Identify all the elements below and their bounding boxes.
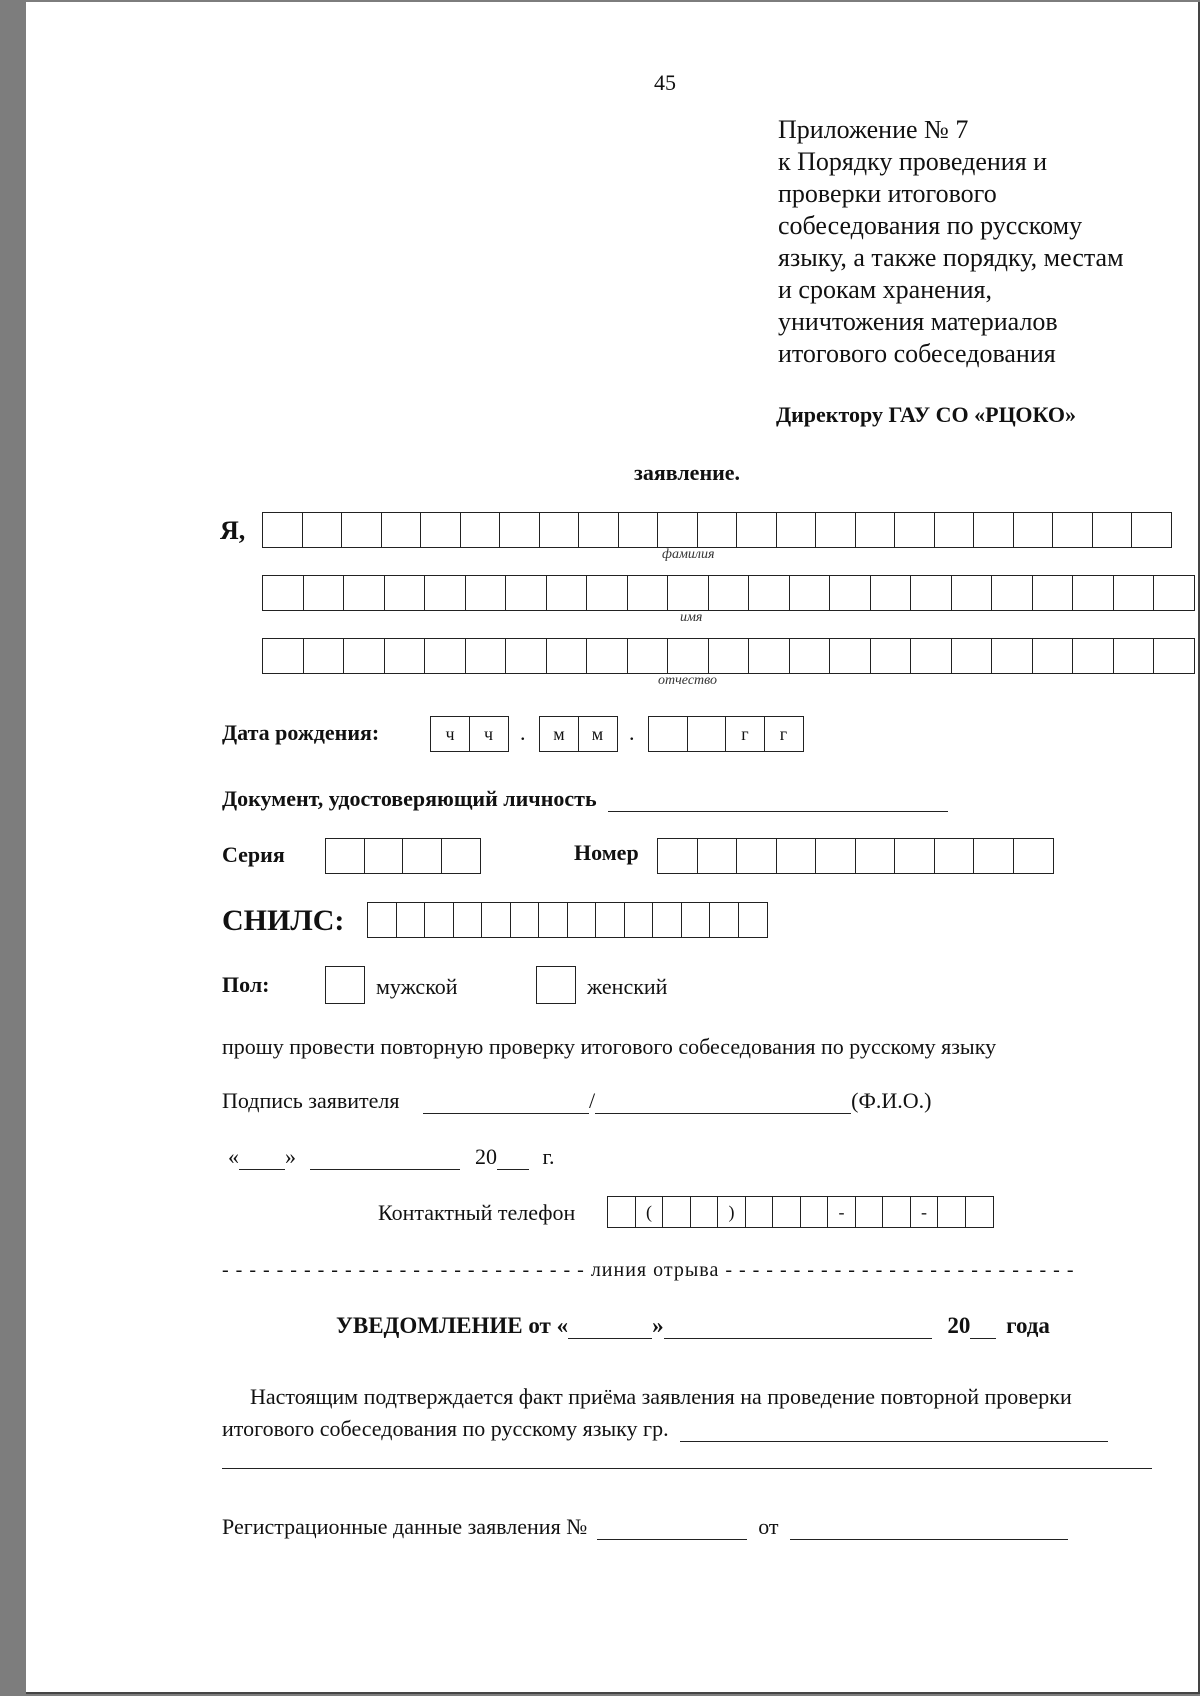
appendix-line: проверки итогового	[778, 179, 997, 208]
number-boxes[interactable]	[657, 838, 1052, 874]
appendix-line: к Порядку проведения и	[778, 147, 1048, 176]
patronymic-cell[interactable]	[465, 638, 507, 674]
birth-day-boxes[interactable]	[430, 716, 507, 752]
number-cell[interactable]	[1013, 838, 1054, 874]
surname-boxes[interactable]	[262, 512, 1171, 548]
phone-cell[interactable]: -	[827, 1196, 856, 1228]
female-label: женский	[587, 974, 668, 999]
citizen-name-field-continued[interactable]	[222, 1468, 1152, 1469]
phone-cell[interactable]: (	[635, 1196, 664, 1228]
surname-caption: фамилия	[662, 547, 715, 562]
male-label: мужской	[376, 974, 458, 999]
name-caption: имя	[680, 610, 703, 625]
surname-cell[interactable]	[381, 512, 422, 548]
birth-month-boxes[interactable]	[539, 716, 616, 752]
snils-cell[interactable]	[681, 902, 711, 938]
snils-cell[interactable]	[567, 902, 597, 938]
snils-cell[interactable]	[738, 902, 768, 938]
surname-cell[interactable]	[1013, 512, 1054, 548]
notice-mid: »	[652, 1313, 664, 1338]
series-cell[interactable]	[402, 838, 442, 874]
day-field[interactable]	[239, 1147, 285, 1170]
patronymic-cell[interactable]	[1113, 638, 1155, 674]
surname-cell[interactable]	[697, 512, 738, 548]
gender-label: Пол:	[222, 972, 270, 997]
patronymic-cell[interactable]	[951, 638, 993, 674]
name-cell[interactable]	[546, 575, 588, 611]
number-cell[interactable]	[736, 838, 777, 874]
female-checkbox[interactable]	[536, 966, 576, 1004]
confirmation-line-1: Настоящим подтверждается факт приёма заявления на проведение повторной проверки	[250, 1384, 1072, 1409]
name-cell[interactable]	[789, 575, 831, 611]
patronymic-cell[interactable]	[748, 638, 790, 674]
phone-cell[interactable]	[855, 1196, 884, 1228]
surname-cell[interactable]	[460, 512, 501, 548]
name-cell[interactable]	[343, 575, 385, 611]
phone-cell[interactable]	[937, 1196, 966, 1228]
snils-cell[interactable]	[538, 902, 568, 938]
snils-cell[interactable]	[367, 902, 397, 938]
number-cell[interactable]	[657, 838, 698, 874]
birth-month-cell[interactable]: м	[539, 716, 579, 752]
name-cell[interactable]	[505, 575, 547, 611]
snils-cell[interactable]	[595, 902, 625, 938]
surname-cell[interactable]	[1131, 512, 1172, 548]
request-text: прошу провести повторную проверку итогового собеседования по русскому языку	[222, 1034, 997, 1059]
document-page	[26, 2, 1200, 1694]
name-cell[interactable]	[586, 575, 628, 611]
date-separator: .	[520, 720, 526, 745]
snils-cell[interactable]	[709, 902, 739, 938]
patronymic-cell[interactable]	[829, 638, 871, 674]
name-cell[interactable]	[303, 575, 345, 611]
phone-cell[interactable]: -	[910, 1196, 939, 1228]
fio-field[interactable]	[595, 1091, 851, 1114]
number-cell[interactable]	[815, 838, 856, 874]
patronymic-cell[interactable]	[1072, 638, 1114, 674]
name-cell[interactable]	[384, 575, 426, 611]
appendix-line: языку, а также порядку, местам	[778, 243, 1124, 272]
surname-cell[interactable]	[1052, 512, 1093, 548]
birth-year-boxes[interactable]	[648, 716, 802, 752]
patronymic-cell[interactable]	[789, 638, 831, 674]
page-number: 45	[654, 70, 676, 95]
patronymic-cell[interactable]	[343, 638, 385, 674]
patronymic-cell[interactable]	[586, 638, 628, 674]
male-checkbox[interactable]	[325, 966, 365, 1004]
applicant-prefix: Я,	[220, 516, 246, 545]
number-cell[interactable]	[973, 838, 1014, 874]
notice-year-prefix: 20	[947, 1313, 971, 1338]
series-cell[interactable]	[364, 838, 404, 874]
addressee: Директору ГАУ СО «РЦОКО»	[776, 402, 1077, 427]
patronymic-cell[interactable]	[505, 638, 547, 674]
name-cell[interactable]	[262, 575, 304, 611]
registration-label: Регистрационные данные заявления №	[222, 1514, 588, 1539]
identity-doc-text: Документ, удостоверяющий личность	[222, 786, 597, 811]
phone-boxes[interactable]	[607, 1196, 992, 1228]
number-cell[interactable]	[697, 838, 738, 874]
name-cell[interactable]	[1032, 575, 1074, 611]
fio-label: (Ф.И.О.)	[851, 1088, 932, 1113]
appendix-header	[778, 114, 1124, 370]
name-cell[interactable]	[1113, 575, 1155, 611]
citizen-name-field[interactable]	[680, 1419, 1108, 1442]
signature-slash: /	[589, 1088, 596, 1113]
patronymic-caption: отчество	[658, 673, 718, 688]
appendix-line: уничтожения материалов	[778, 307, 1058, 336]
phone-cell[interactable]	[965, 1196, 994, 1228]
snils-cell[interactable]	[453, 902, 483, 938]
appendix-line: и срокам хранения,	[778, 275, 992, 304]
patronymic-cell[interactable]	[262, 638, 304, 674]
number-cell[interactable]	[934, 838, 975, 874]
notice-suffix: года	[1006, 1313, 1050, 1338]
notice-prefix: УВЕДОМЛЕНИЕ от «	[336, 1313, 569, 1338]
snils-boxes[interactable]	[367, 902, 766, 938]
patronymic-cell[interactable]	[627, 638, 669, 674]
snils-cell[interactable]	[510, 902, 540, 938]
appendix-line: итогового собеседования	[778, 339, 1056, 368]
birth-year-cell[interactable]	[687, 716, 727, 752]
appendix-line: собеседования по русскому	[778, 211, 1083, 240]
year-prefix: 20	[475, 1144, 497, 1169]
phone-label: Контактный телефон	[378, 1200, 576, 1225]
surname-cell[interactable]	[341, 512, 382, 548]
phone-cell[interactable]	[690, 1196, 719, 1228]
close-quote: »	[285, 1144, 296, 1169]
registration-number-field[interactable]	[597, 1517, 747, 1540]
application-date	[228, 1144, 555, 1170]
month-field[interactable]	[310, 1147, 460, 1170]
name-cell[interactable]	[465, 575, 507, 611]
birth-year-cell[interactable]	[648, 716, 688, 752]
surname-cell[interactable]	[499, 512, 540, 548]
name-cell[interactable]	[951, 575, 993, 611]
birth-date-label: Дата рождения:	[222, 720, 380, 745]
confirmation-line-2	[222, 1416, 1108, 1442]
notice-day-field[interactable]	[568, 1316, 652, 1339]
name-cell[interactable]	[829, 575, 871, 611]
birth-month-cell[interactable]: м	[578, 716, 618, 752]
open-quote: «	[228, 1144, 239, 1169]
surname-cell[interactable]	[894, 512, 935, 548]
name-cell[interactable]	[424, 575, 466, 611]
surname-cell[interactable]	[618, 512, 659, 548]
number-label: Номер	[574, 840, 639, 865]
registration-from: от	[758, 1514, 779, 1539]
name-cell[interactable]	[627, 575, 669, 611]
patronymic-cell[interactable]	[1032, 638, 1074, 674]
name-cell[interactable]	[910, 575, 952, 611]
surname-cell[interactable]	[539, 512, 580, 548]
number-cell[interactable]	[855, 838, 896, 874]
series-label: Серия	[222, 842, 285, 867]
year-field[interactable]	[497, 1147, 529, 1170]
surname-cell[interactable]	[1092, 512, 1133, 548]
name-cell[interactable]	[748, 575, 790, 611]
identity-doc-label	[222, 786, 948, 812]
appendix-line: Приложение № 7	[778, 115, 969, 144]
name-cell[interactable]	[991, 575, 1033, 611]
patronymic-cell[interactable]	[991, 638, 1033, 674]
name-cell[interactable]	[667, 575, 709, 611]
notice-month-field[interactable]	[664, 1316, 932, 1339]
snils-cell[interactable]	[424, 902, 454, 938]
surname-cell[interactable]	[578, 512, 619, 548]
surname-cell[interactable]	[302, 512, 343, 548]
patronymic-cell[interactable]	[424, 638, 466, 674]
surname-cell[interactable]	[736, 512, 777, 548]
phone-cell[interactable]	[772, 1196, 801, 1228]
number-cell[interactable]	[776, 838, 817, 874]
phone-cell[interactable]	[745, 1196, 774, 1228]
surname-cell[interactable]	[420, 512, 461, 548]
birth-year-cell[interactable]: г	[725, 716, 765, 752]
birth-day-cell[interactable]: ч	[469, 716, 509, 752]
series-boxes[interactable]	[325, 838, 479, 874]
snils-label: СНИЛС:	[222, 904, 345, 937]
signature-field[interactable]	[423, 1091, 589, 1114]
phone-cell[interactable]	[800, 1196, 829, 1228]
patronymic-cell[interactable]	[546, 638, 588, 674]
name-cell[interactable]	[870, 575, 912, 611]
patronymic-cell[interactable]	[303, 638, 345, 674]
notice-year-field[interactable]	[970, 1316, 996, 1339]
patronymic-cell[interactable]	[870, 638, 912, 674]
phone-cell[interactable]: )	[717, 1196, 746, 1228]
patronymic-cell[interactable]	[384, 638, 426, 674]
patronymic-cell[interactable]	[910, 638, 952, 674]
name-cell[interactable]	[1153, 575, 1195, 611]
identity-doc-field[interactable]	[608, 789, 948, 812]
surname-cell[interactable]	[657, 512, 698, 548]
birth-year-cell[interactable]: г	[764, 716, 804, 752]
registration-date-field[interactable]	[790, 1517, 1068, 1540]
year-suffix: г.	[542, 1144, 555, 1169]
series-cell[interactable]	[325, 838, 365, 874]
birth-day-cell[interactable]: ч	[430, 716, 470, 752]
snils-cell[interactable]	[652, 902, 682, 938]
date-separator: .	[629, 720, 635, 745]
name-cell[interactable]	[1072, 575, 1114, 611]
patronymic-boxes[interactable]	[262, 638, 1194, 674]
number-cell[interactable]	[894, 838, 935, 874]
series-cell[interactable]	[441, 838, 481, 874]
patronymic-cell[interactable]	[667, 638, 709, 674]
snils-cell[interactable]	[396, 902, 426, 938]
surname-cell[interactable]	[262, 512, 303, 548]
notice-heading	[336, 1313, 1050, 1339]
confirmation-text: итогового собеседования по русскому языку гр.	[222, 1416, 669, 1441]
surname-cell[interactable]	[973, 512, 1014, 548]
signature-label: Подпись заявителя	[222, 1088, 400, 1113]
surname-cell[interactable]	[815, 512, 856, 548]
snils-cell[interactable]	[481, 902, 511, 938]
signature-row	[222, 1088, 931, 1114]
surname-cell[interactable]	[776, 512, 817, 548]
tear-line: - - - - - - - - - - - - - - - - - - - - - - - - - - - линия отрыва - - - - - - - - - - - - - - - - - - - - - - - - - -	[222, 1259, 1075, 1281]
phone-cell[interactable]	[607, 1196, 636, 1228]
surname-cell[interactable]	[934, 512, 975, 548]
name-boxes[interactable]	[262, 575, 1194, 611]
patronymic-cell[interactable]	[708, 638, 750, 674]
name-cell[interactable]	[708, 575, 750, 611]
form-title: заявление.	[634, 460, 741, 485]
registration-row	[222, 1514, 1068, 1540]
snils-cell[interactable]	[624, 902, 654, 938]
surname-cell[interactable]	[855, 512, 896, 548]
patronymic-cell[interactable]	[1153, 638, 1195, 674]
phone-cell[interactable]	[882, 1196, 911, 1228]
phone-cell[interactable]	[662, 1196, 691, 1228]
